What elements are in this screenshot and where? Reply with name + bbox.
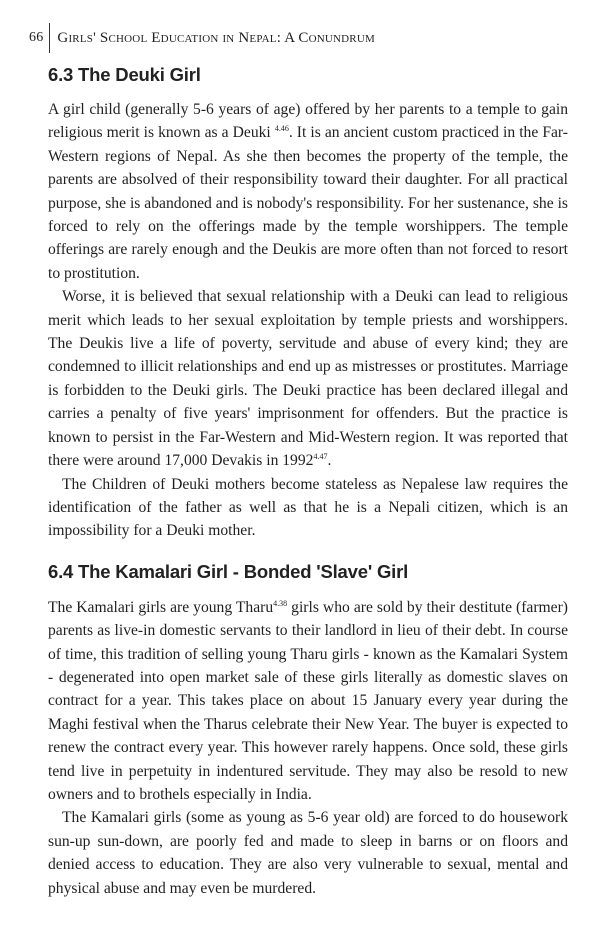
section-heading-deuki: 6.3 The Deuki Girl bbox=[48, 64, 201, 85]
text-run: A girl child (generally 5-6 years of age) offered by her parents to a temple to gain religious merit is known as a Deuki bbox=[48, 101, 568, 142]
running-header bbox=[29, 26, 375, 50]
text-run: girls who are sold by their destitute (farmer) parents as live-in domestic servants to their landlord in lieu of their debt. In course of time, this tradition of selling young Tharu girls - known as the Kamalari System - degenerated into open market sale of these girls literally as domestic slaves on contract for a year. This takes place on about 15 January every year during the Maghi festival when the Tharus celebrate their New Year. The buyer is expected to renew the contract every year. This however rarely happens. Once sold, these girls tend live in perpetuity in indentured servitude. They may also be resold to new owners and to brothels especially in India. bbox=[48, 598, 568, 803]
paragraph-deuki-3: The Children of Deuki mothers become stateless as Nepalese law requires the identification of the father as well as that he is a Nepali citizen, which is an impossibility for a Deuki mother. bbox=[48, 475, 568, 540]
paragraph-deuki-1 bbox=[48, 98, 568, 285]
text-run: . It is an ancient custom practiced in the Far-Western regions of Nepal. As she then becomes the property of the temple, the parents are absolved of their responsibility toward their daughter. For all practical purpose, she is abandoned and is nobody's responsibility. For her sustenance, she is forced to rely on the offerings made by the temple worshippers. The temple offerings are rarely enough and the Deukis are more often than not forced to resort to prostitution. bbox=[48, 124, 568, 282]
paragraph-kamalari-2: The Kamalari girls (some as young as 5-6 year old) are forced to do housework sun-up sun-down, are poorly fed and made to sleep in barns or on floors and denied access to education. They are also very vulnerable to sexual, mental and physical abuse and may even be murdered. bbox=[48, 809, 568, 897]
page-body bbox=[48, 58, 568, 900]
text-run: . bbox=[327, 452, 332, 470]
paragraph-deuki-2 bbox=[48, 285, 568, 472]
running-title: Girls' School Education in Nepal: A Conundrum bbox=[57, 29, 375, 46]
page-number: 66 bbox=[29, 30, 44, 45]
footnote-ref: 4.46 bbox=[274, 124, 289, 134]
footnote-ref: 4.47 bbox=[313, 452, 328, 462]
text-run: Worse, it is believed that sexual relationship with a Deuki can lead to religious merit which leads to her sexual exploitation by temple priests and worshippers. The Deukis live a life of poverty, servitude and abuse of every kind; they are condemned to illicit relationships and end up as mistresses or prostitutes. Marriage is forbidden to the Deuki girls. The Deuki practice has been declared illegal and carries a penalty of five years' imprisonment for offenders. But the practice is known to persist in the Far-Western and Mid-Western region. It was reported that there were around 17,000 Devakis in 1992 bbox=[48, 288, 568, 470]
text-run: The Kamalari girls are young Tharu bbox=[48, 598, 274, 616]
paragraph-kamalari-1 bbox=[48, 596, 568, 807]
header-divider bbox=[49, 23, 50, 53]
section-heading-kamalari: 6.4 The Kamalari Girl - Bonded 'Slave' Girl bbox=[48, 560, 409, 582]
footnote-ref: 4.38 bbox=[273, 598, 288, 608]
